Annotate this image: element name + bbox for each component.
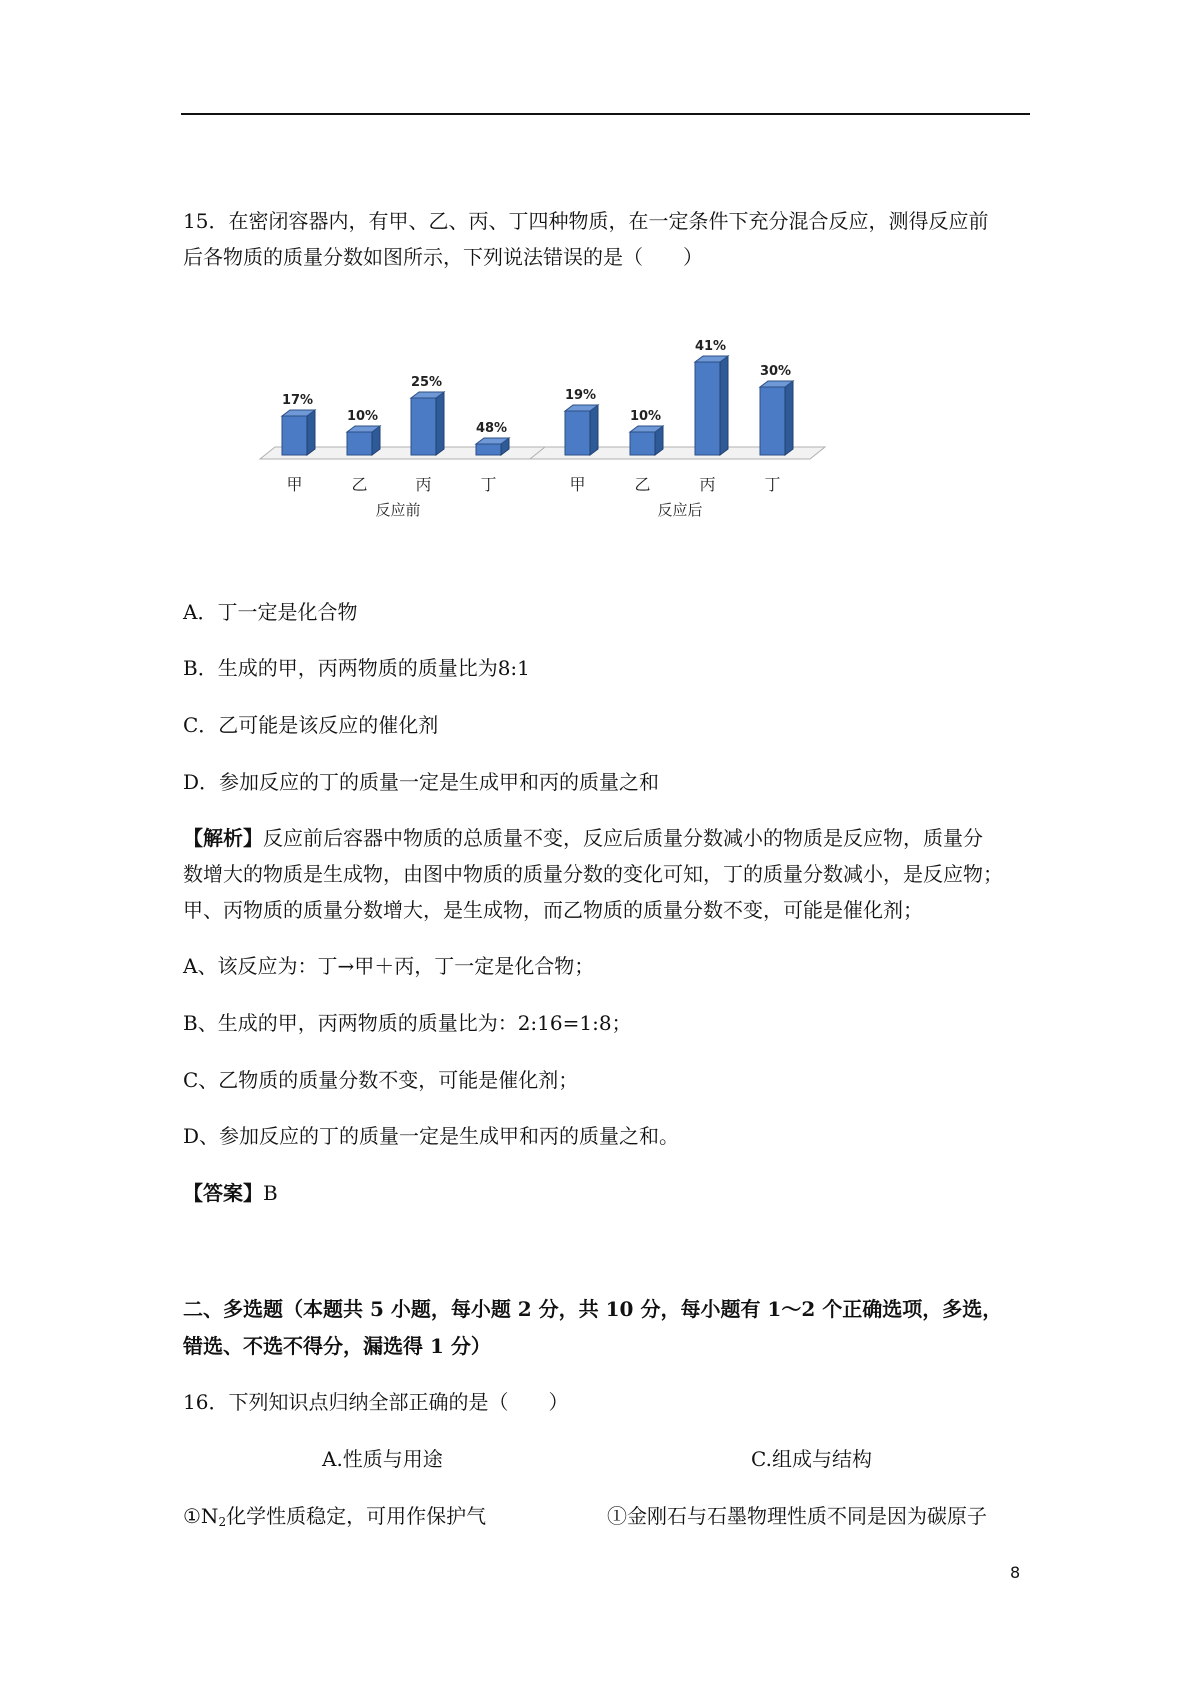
q16-col-a-title: A.性质与用途	[322, 1447, 443, 1471]
analysis-b: B、生成的甲，丙两物质的质量比为：2:16=1:8；	[183, 1011, 632, 1035]
page-number: 8	[1010, 1563, 1021, 1582]
chart-caption-after: 反应后	[657, 501, 703, 519]
q16-col-c-title: C.组成与结构	[751, 1447, 872, 1471]
data-label-before-1: 10%	[346, 409, 379, 424]
chart-before	[260, 375, 555, 519]
category-label-after-1: 乙	[634, 475, 651, 494]
data-label-after-0: 19%	[564, 388, 597, 403]
analysis-a: A、该反应为：丁→甲＋丙，丁一定是化合物；	[183, 954, 595, 978]
analysis-label: 【解析】	[183, 826, 263, 850]
data-label-before-3: 48%	[475, 421, 508, 436]
analysis-d: D、参加反应的丁的质量一定是生成甲和丙的质量之和。	[183, 1124, 680, 1148]
q15-stem-line1: 15．在密闭容器内，有甲、乙、丙、丁四种物质，在一定条件下充分混合反应，测得反应前	[183, 209, 989, 233]
header-rule	[181, 113, 1030, 115]
answer-value: B	[263, 1181, 278, 1205]
data-label-after-1: 10%	[629, 409, 662, 424]
bar-before-3	[476, 444, 501, 455]
category-label-before-1: 乙	[351, 475, 368, 494]
category-label-before-2: 丙	[415, 475, 432, 494]
q16-col-a-item1-post: 化学性质稳定，可用作保护气	[226, 1504, 487, 1528]
option-c: C．乙可能是该反应的催化剂	[183, 713, 439, 737]
bar-side-before-0	[307, 410, 315, 455]
section2-heading-line2: 错选、不选不得分，漏选得 1 分）	[183, 1334, 491, 1358]
category-label-before-0: 甲	[286, 475, 303, 494]
analysis-c: C、乙物质的质量分数不变，可能是催化剂；	[183, 1068, 579, 1092]
chart-caption-before: 反应前	[375, 501, 421, 519]
data-label-before-0: 17%	[281, 393, 314, 408]
category-label-after-0: 甲	[569, 475, 586, 494]
analysis-line3: 甲、丙物质的质量分数增大，是生成物，而乙物质的质量分数不变，可能是催化剂；	[183, 898, 923, 922]
option-a: A．丁一定是化合物	[183, 600, 358, 624]
answer-line	[183, 1181, 278, 1205]
bar-side-after-2	[720, 356, 728, 455]
q16-stem: 16．下列知识点归纳全部正确的是（ ）	[183, 1390, 569, 1414]
bar-side-after-0	[590, 405, 598, 455]
bar-after-3	[760, 387, 785, 455]
section2-heading-line1: 二、多选题（本题共 5 小题，每小题 2 分，共 10 分，每小题有 1～2 个正确选项，多选，	[183, 1297, 1003, 1321]
bar-side-before-2	[436, 392, 444, 455]
bar-before-1	[347, 432, 372, 455]
analysis-line2: 数增大的物质是生成物，由图中物质的质量分数的变化可知，丁的质量分数减小，是反应物；	[183, 862, 1003, 886]
data-label-after-2: 41%	[694, 339, 727, 354]
data-label-before-2: 25%	[410, 375, 443, 390]
analysis-line1	[183, 826, 983, 850]
option-b: B．生成的甲，丙两物质的质量比为8:1	[183, 656, 530, 680]
analysis-text1: 反应前后容器中物质的总质量不变，反应后质量分数减小的物质是反应物，质量分	[263, 826, 983, 850]
q16-col-a-item1-pre: ①N	[183, 1504, 219, 1528]
bar-before-2	[411, 398, 436, 455]
bar-after-1	[630, 432, 655, 455]
category-label-after-2: 丙	[699, 475, 716, 494]
q15-stem-line2: 后各物质的质量分数如图所示，下列说法错误的是（ ）	[183, 245, 703, 269]
category-label-after-3: 丁	[764, 475, 781, 494]
bar-after-0	[565, 411, 590, 455]
q16-col-a-item1-sub: 2	[218, 1515, 227, 1529]
q16-col-c-item1: ①金刚石与石墨物理性质不同是因为碳原子	[607, 1504, 987, 1528]
bar-before-0	[282, 416, 307, 455]
answer-label: 【答案】	[183, 1181, 263, 1205]
bar-side-after-3	[785, 381, 793, 455]
chart-after	[530, 339, 825, 519]
category-label-before-3: 丁	[480, 475, 497, 494]
bar-after-2	[695, 362, 720, 455]
data-label-after-3: 30%	[759, 364, 792, 379]
reaction-bar-charts	[270, 339, 910, 570]
q16-col-a-item1	[183, 1504, 486, 1534]
option-d: D．参加反应的丁的质量一定是生成甲和丙的质量之和	[183, 770, 660, 794]
